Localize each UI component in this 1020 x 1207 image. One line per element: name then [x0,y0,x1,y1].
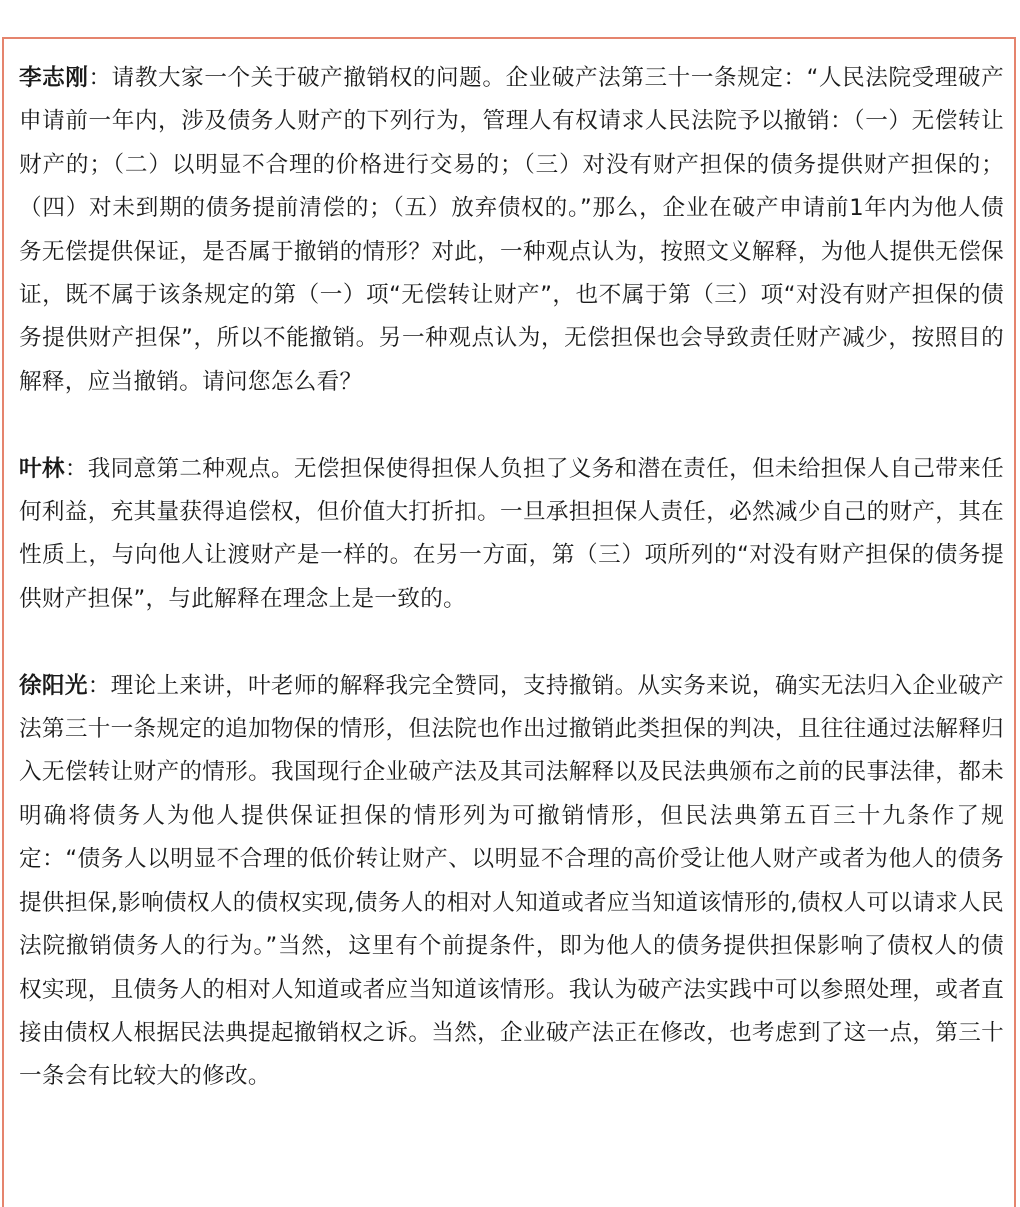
paragraph-ye-lin [19,448,1004,622]
paragraph-text: ：我同意第二种观点。无偿担保使得担保人负担了义务和潜在责任，但未给担保人自己带来任何利益，充其量获得追偿权，但价值大打折扣。一旦承担担保人责任，必然减少自己的财产，其在性质上，与向他人让渡财产是一样的。在另一方面，第（三）项所列的“对没有财产担保的债务提供财产担保”，与此解释在理念上是一致的。 [19,455,1004,612]
paragraph-li-zhigang [19,57,1004,404]
speaker-name: 徐阳光 [19,672,88,699]
article-content [19,57,1004,1142]
paragraph-xu-yangguang [19,665,1004,1099]
speaker-name: 叶林 [19,455,65,482]
paragraph-text: ：请教大家一个关于破产撤销权的问题。企业破产法第三十一条规定：“人民法院受理破产申请前一年内，涉及债务人财产的下列行为，管理人有权请求人民法院予以撤销：（一）无偿转让财产的；（二）以明显不合理的价格进行交易的；（三）对没有财产担保的债务提供财产担保的；（四）对未到期的债务提前清偿的；（五）放弃债权的。”那么，企业在破产申请前1年内为他人债务无偿提供保证，是否属于撤销的情形？对此，一种观点认为，按照文义解释，为他人提供无偿保证，既不属于该条规定的第（一）项“无偿转让财产”，也不属于第（三）项“对没有财产担保的债务提供财产担保”，所以不能撤销。另一种观点认为，无偿担保也会导致责任财产减少，按照目的解释，应当撤销。请问您怎么看？ [19,65,1004,395]
speaker-name: 李志刚 [19,65,89,91]
paragraph-text: ：理论上来讲，叶老师的解释我完全赞同，支持撤销。从实务来说，确实无法归入企业破产法第三十一条规定的追加物保的情形，但法院也作出过撤销此类担保的判决，且往往通过法解释归入无偿转让财产的情形。我国现行企业破产法及其司法解释以及民法典颁布之前的民事法律，都未明确将债务人为他人提供保证担保的情形列为可撤销情形，但民法典第五百三十九条作了规定：“债务人以明显不合理的低价转让财产、以明显不合理的高价受让他人财产或者为他人的债务提供担保,影响债权人的债权实现,债务人的相对人知道或者应当知道该情形的,债权人可以请求人民法院撤销债务人的行为。”当然，这里有个前提条件，即为他人的债务提供担保影响了债权人的债权实现，且债务人的相对人知道或者应当知道该情形。我认为破产法实践中可以参照处理，或者直接由债权人根据民法典提起撤销权之诉。当然，企业破产法正在修改，也考虑到了这一点，第三十一条会有比较大的修改。 [19,672,1005,1090]
